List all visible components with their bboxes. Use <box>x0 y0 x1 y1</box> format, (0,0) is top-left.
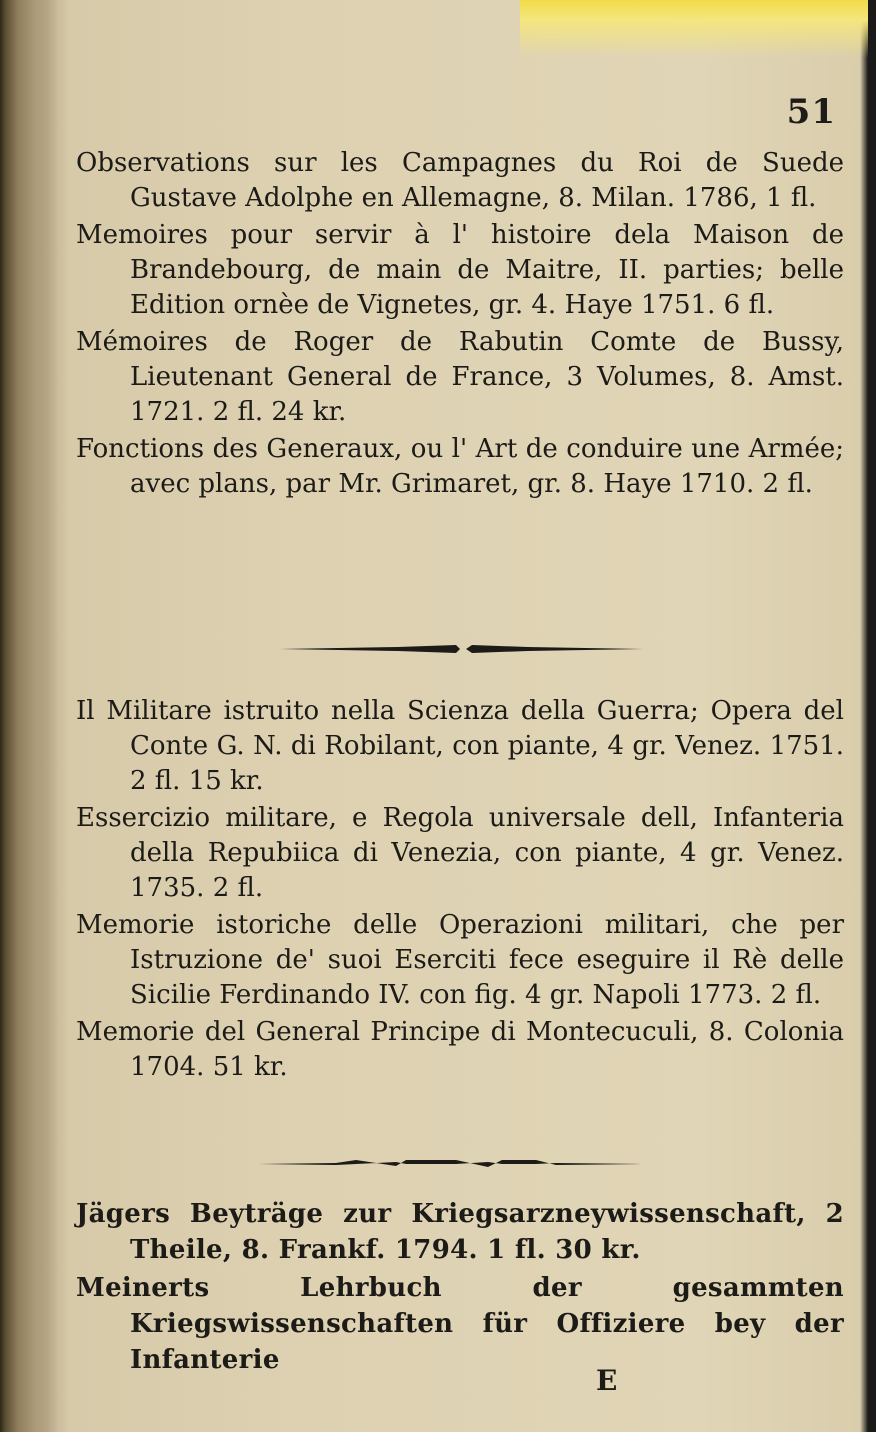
entry-jagers-beytrage: Jägers Beyträge zur Kriegsarzneywissenschaft, 2 Theile, 8. Frankf. 1794. 1 fl. 30 kr. <box>76 1199 844 1265</box>
entry-meinerts-lehrbuch: Meinerts Lehrbuch der gesammten Kriegswissenschaften für Offiziere bey der Infanterie <box>76 1273 844 1375</box>
entry-memoires-rabutin: Mémoires de Roger de Rabutin Comte de Bussy, Lieutenant General de France, 3 Volumes, 8. Amst. 1721. 2 fl. 24 kr. <box>76 327 844 427</box>
entry-observations-campagnes: Observations sur les Campagnes du Roi de Suede Gustave Adolphe en Allemagne, 8. Milan. 1786, 1 fl. <box>76 148 844 213</box>
book-spine-shadow <box>0 0 58 1432</box>
ornamental-rule-2 <box>256 1156 644 1170</box>
german-titles-section <box>76 1196 844 1380</box>
entry-militare-istruito: Il Militare istruito nella Scienza della Guerra; Opera del Conte G. N. di Robilant, con piante, 4 gr. Venez. 1751. 2 fl. 15 kr. <box>76 696 844 796</box>
ornamental-rule-1 <box>278 642 646 656</box>
italian-titles-section <box>76 694 844 1087</box>
page-number: 51 <box>786 92 836 132</box>
entry-fonctions-generaux: Fonctions des Generaux, ou l' Art de conduire une Armée; avec plans, par Mr. Grimaret, gr. 8. Haye 1710. 2 fl. <box>76 434 844 499</box>
french-titles-section <box>76 146 844 504</box>
yellow-stain <box>520 0 868 58</box>
entry-memoires-brandebourg: Memoires pour servir à l' histoire dela Maison de Brandebourg, de main de Maitre, II. parties; belle Edition ornèe de Vignetes, gr. 4. Haye 1751. 6 fl. <box>76 220 844 320</box>
entry-memorie-istoriche: Memorie istoriche delle Operazioni militari, che per Istruzione de' suoi Eserciti fece eseguire il Rè delle Sicilie Ferdinando IV. con fig. 4 gr. Napoli 1773. 2 fl. <box>76 910 844 1010</box>
signature-mark: E <box>596 1364 618 1397</box>
entry-memorie-montecuculi: Memorie del General Principe di Montecuculi, 8. Colonia 1704. 51 kr. <box>76 1017 844 1082</box>
entry-essercizio-militare: Essercizio militare, e Regola universale dell, Infanteria della Repubiica di Venezia, con piante, 4 gr. Venez. 1735. 2 fl. <box>76 803 844 903</box>
